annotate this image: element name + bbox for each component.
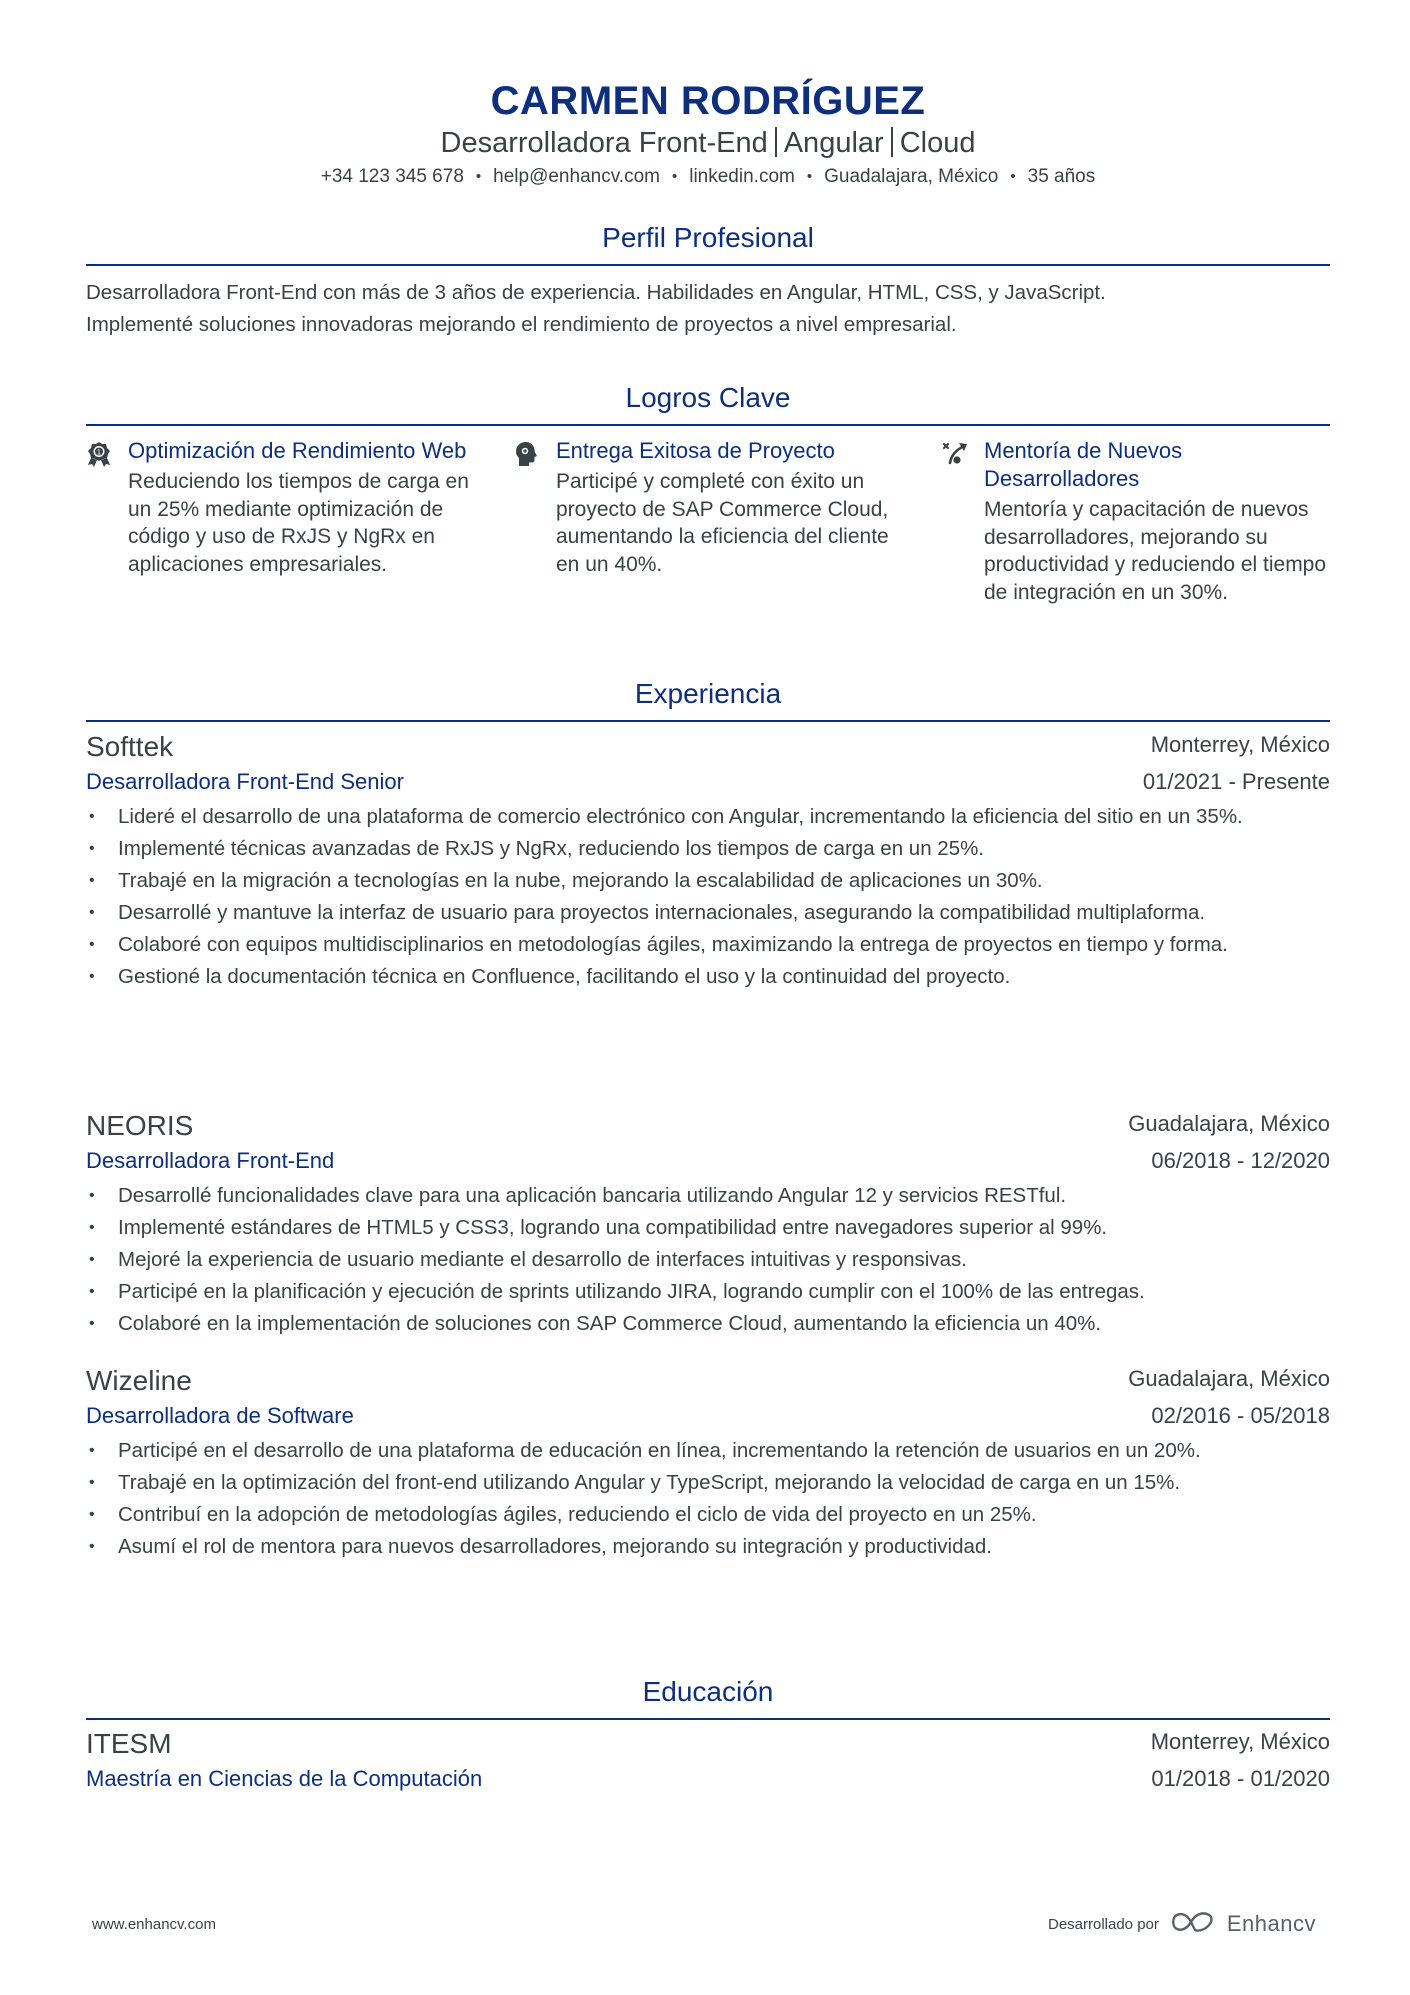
job-bullet: • Mejoré la experiencia de usuario mediante el desarrollo de interfaces intuitivas y responsivas. xyxy=(86,1244,1330,1276)
job-bullet: • Desarrollé y mantuve la interfaz de usuario para proyectos internacionales, asegurando la compatibilidad multiplaforma. xyxy=(86,897,1330,929)
job-bullets xyxy=(86,1180,1330,1340)
achievement-title: Entrega Exitosa de Proyecto xyxy=(556,438,835,463)
contact-location: Guadalajara, México xyxy=(824,166,999,187)
achievement-title: Mentoría de Nuevos Desarrolladores xyxy=(984,438,1183,491)
section-title-education: Educación xyxy=(642,1676,774,1707)
headline-skill: Cloud xyxy=(899,127,976,159)
achievement-item xyxy=(942,437,1332,606)
job-bullet: • Contribuí en la adopción de metodologías ágiles, reduciendo el ciclo de vida del proyecto en un 25%. xyxy=(86,1499,1330,1531)
candidate-name: CARMEN RODRÍGUEZ xyxy=(490,79,926,123)
contact-age: 35 años xyxy=(1027,166,1096,187)
achievement-item xyxy=(514,437,904,578)
job-title: Desarrolladora Front-End Senior xyxy=(86,769,404,794)
job-location: Monterrey, México xyxy=(1150,732,1330,757)
contact-info xyxy=(86,164,1330,190)
job-bullet: • Lideré el desarrollo de una plataforma de comercio electrónico con Angular, incrementando la eficiencia del sitio en un 35%. xyxy=(86,801,1330,833)
job-dates: 02/2016 - 05/2018 xyxy=(1151,1403,1330,1428)
job-dates: 06/2018 - 12/2020 xyxy=(1151,1148,1330,1173)
contact-phone: +34 123 345 678 xyxy=(320,166,464,187)
summary-text xyxy=(86,277,1330,341)
education-dates: 01/2018 - 01/2020 xyxy=(1151,1766,1330,1791)
award-medal-icon xyxy=(86,441,112,467)
degree-title: Maestría en Ciencias de la Computación xyxy=(86,1766,483,1791)
enhancv-logo-icon xyxy=(1169,1909,1217,1940)
summary-line: Implementé soluciones innovadoras mejorando el rendimiento de proyectos a nivel empresarial. xyxy=(86,313,957,336)
institution-name: ITESM xyxy=(86,1728,172,1759)
job-bullet: • Implementé técnicas avanzadas de RxJS y NgRx, reduciendo los tiempos de carga en un 25%. xyxy=(86,833,1330,865)
section-title-experience: Experiencia xyxy=(634,678,782,709)
job-bullet: • Implementé estándares de HTML5 y CSS3, logrando una compatibilidad entre navegadores superior al 99%. xyxy=(86,1212,1330,1244)
section-divider xyxy=(86,720,1330,722)
bullet-separator: • xyxy=(1010,168,1016,185)
bullet-separator: • xyxy=(475,168,482,185)
education-location: Monterrey, México xyxy=(1150,1729,1330,1754)
job-title: Desarrolladora Front-End xyxy=(86,1148,335,1173)
job-title: Desarrolladora de Software xyxy=(86,1403,354,1428)
company-name: NEORIS xyxy=(86,1110,194,1141)
summary-line: Desarrolladora Front-End con más de 3 años de experiencia. Habilidades en Angular, HTML, CSS, y JavaScript. xyxy=(86,281,1106,304)
job-location: Guadalajara, México xyxy=(1128,1366,1330,1391)
headline xyxy=(86,125,1330,161)
achievement-description: Participé y completé con éxito un proyecto de SAP Commerce Cloud, aumentando la eficiencia del cliente en un 40%. xyxy=(556,470,889,576)
powered-by-label: Desarrollado por xyxy=(1047,1915,1159,1933)
achievement-title: Optimización de Rendimiento Web xyxy=(128,438,467,463)
job-bullet: • Colaboré con equipos multidisciplinarios en metodologías ágiles, maximizando la entrega de proyectos en tiempo y forma. xyxy=(86,929,1330,961)
footer-website[interactable]: www.enhancv.com xyxy=(92,1916,216,1933)
bullet-separator: • xyxy=(671,168,678,185)
bullet-separator: • xyxy=(806,168,813,185)
job-bullet: • Participé en el desarrollo de una plataforma de educación en línea, incrementando la retención de usuarios en un 20%. xyxy=(86,1435,1330,1467)
job-bullet: • Gestioné la documentación técnica en Confluence, facilitando el uso y la continuidad del proyecto. xyxy=(86,961,1330,993)
section-divider xyxy=(86,1718,1330,1720)
svg-text:1: 1 xyxy=(96,448,102,457)
section-divider xyxy=(86,424,1330,426)
section-title-summary: Perfil Profesional xyxy=(602,222,814,253)
headline-skill: Angular xyxy=(783,127,884,159)
head-brain-icon xyxy=(514,441,540,467)
achievement-item xyxy=(86,437,486,578)
section-title-achievements: Logros Clave xyxy=(625,382,791,413)
headline-divider xyxy=(775,127,777,157)
job-bullets xyxy=(86,1435,1330,1563)
company-name: Softtek xyxy=(86,731,174,762)
job-bullet: • Desarrollé funcionalidades clave para una aplicación bancaria utilizando Angular 12 y servicios RESTful. xyxy=(86,1180,1330,1212)
company-name: Wizeline xyxy=(86,1365,192,1396)
headline-role: Desarrolladora Front-End xyxy=(440,127,768,159)
job-bullet: • Participé en la planificación y ejecución de sprints utilizando JIRA, logrando cumplir con el 100% de las entregas. xyxy=(86,1276,1330,1308)
contact-linkedin[interactable]: linkedin.com xyxy=(689,166,795,187)
job-bullet: • Colaboré en la implementación de soluciones con SAP Commerce Cloud, aumentando la eficiencia un 40%. xyxy=(86,1308,1330,1340)
headline-divider xyxy=(891,127,893,157)
section-divider xyxy=(86,264,1330,266)
job-bullet: • Asumí el rol de mentora para nuevos desarrolladores, mejorando su integración y productividad. xyxy=(86,1531,1330,1563)
job-bullet: • Trabajé en la migración a tecnologías en la nube, mejorando la escalabilidad de aplicaciones un 30%. xyxy=(86,865,1330,897)
job-bullet: • Trabajé en la optimización del front-end utilizando Angular y TypeScript, mejorando la velocidad de carga en un 15%. xyxy=(86,1467,1330,1499)
job-bullets xyxy=(86,801,1330,993)
job-dates: 01/2021 - Presente xyxy=(1142,769,1330,794)
footer-branding xyxy=(1048,1909,1316,1939)
contact-email[interactable]: help@enhancv.com xyxy=(493,166,660,187)
achievement-description: Mentoría y capacitación de nuevos desarrolladores, mejorando su productividad y reduciendo el tiempo de integración en un 30%. xyxy=(984,498,1327,604)
job-location: Guadalajara, México xyxy=(1128,1111,1330,1136)
enhancv-brand: Enhancv xyxy=(1226,1911,1316,1936)
achievement-description: Reduciendo los tiempos de carga en un 25% mediante optimización de código y uso de RxJS y NgRx en aplicaciones empresariales. xyxy=(128,470,469,576)
strategy-path-icon xyxy=(942,441,968,467)
